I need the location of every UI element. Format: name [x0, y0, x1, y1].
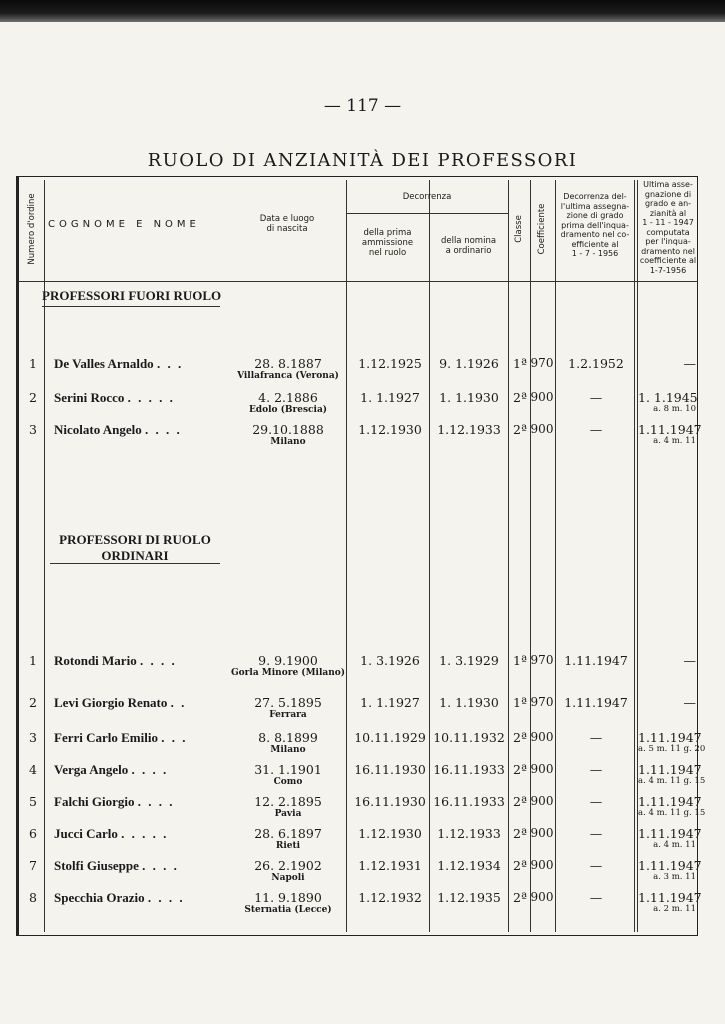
- birth-date: 28. 8.1887: [254, 356, 322, 371]
- table-row: [0, 890, 725, 918]
- name-text: Jucci Carlo: [54, 826, 118, 841]
- ultima-anzianita: a. 8 m. 10: [653, 404, 696, 414]
- birth-date: 26. 2.1902: [254, 858, 322, 873]
- birth-date-place: [228, 826, 348, 851]
- nomina-ordinario: 1. 1.1930: [439, 695, 499, 710]
- table-row: [0, 356, 725, 384]
- ultima-date: 1.11.1947: [638, 858, 702, 873]
- ultima-assegnazione: [638, 826, 702, 850]
- ultima-anzianita: a. 3 m. 11: [653, 872, 696, 882]
- decorrenza-ultima: —: [589, 422, 603, 437]
- birth-date: 28. 6.1897: [254, 826, 322, 841]
- coefficiente: 900: [530, 794, 554, 808]
- header-line: dramento nel: [641, 246, 695, 256]
- name-text: Verga Angelo: [54, 762, 129, 777]
- row-number: 4: [29, 762, 37, 777]
- leader-dots: . . . .: [145, 422, 182, 437]
- header-line: zianità al: [649, 208, 687, 218]
- ultima-date: 1.11.1947: [638, 890, 702, 905]
- name-text: Stolfi Giuseppe: [54, 858, 139, 873]
- professor-name: [54, 356, 183, 372]
- leader-dots: . . . .: [137, 794, 175, 809]
- name-text: Rotondi Mario: [54, 653, 137, 668]
- birth-date: 27. 5.1895: [254, 695, 322, 710]
- header-line: l'ultima assegna-: [560, 201, 630, 211]
- classe: 2ª: [513, 826, 527, 841]
- row-number: 5: [29, 794, 37, 809]
- ultima-anzianita: a. 4 m. 11 g. 15: [638, 808, 706, 818]
- ultima-assegnazione: [638, 653, 696, 668]
- header-prima-ammissione: della prima ammissione nel ruolo: [361, 228, 414, 258]
- row-number: 3: [29, 730, 37, 745]
- birth-date-place: [228, 890, 348, 915]
- ultima-date: 1.11.1947: [638, 422, 702, 437]
- decorrenza-ultima: 1.11.1947: [564, 695, 628, 710]
- header-line: computata: [646, 227, 690, 237]
- row-number: 6: [29, 826, 37, 841]
- section-underline: [42, 306, 220, 307]
- header-line: 1 - 7 - 1956: [571, 249, 619, 258]
- decorrenza-ultima: —: [589, 890, 603, 905]
- prima-ammissione: 1. 1.1927: [360, 695, 420, 710]
- professor-name: [54, 390, 175, 406]
- coefficiente: 900: [530, 762, 554, 776]
- header-classe: Classe: [514, 215, 524, 243]
- nomina-ordinario: 1. 1.1930: [439, 390, 499, 405]
- leader-dots: . . . .: [147, 890, 185, 905]
- coefficiente: 970: [530, 356, 554, 370]
- header-nomina-ordinario: della nomina a ordinario: [440, 236, 497, 256]
- header-numero-ordine: Numero d'ordine: [27, 193, 37, 265]
- decorrenza-ultima: 1.2.1952: [568, 356, 624, 371]
- table-row: [0, 653, 725, 681]
- header-decorrenza: Decorrenza: [402, 192, 452, 202]
- professor-name: [54, 826, 168, 842]
- professor-name: [54, 730, 187, 746]
- section-underline: [50, 563, 220, 564]
- birth-place: Gorla Minore (Milano): [230, 668, 346, 678]
- leader-dots: . . . . .: [121, 826, 169, 841]
- ultima-assegnazione: [638, 390, 696, 414]
- header-line: per l'inqua-: [645, 237, 691, 246]
- decorrenza-ultima: —: [589, 762, 603, 777]
- prima-ammissione: 16.11.1930: [354, 762, 426, 777]
- birth-place: Villafranca (Verona): [237, 371, 339, 381]
- nomina-ordinario: 16.11.1933: [433, 762, 505, 777]
- row-number: 1: [29, 653, 37, 668]
- table-row: [0, 858, 725, 886]
- decorrenza-ultima: 1.11.1947: [564, 653, 628, 668]
- ultima-date: 1.11.1947: [638, 730, 702, 745]
- coefficiente: 900: [530, 422, 554, 436]
- prima-ammissione: 1.12.1932: [358, 890, 422, 905]
- header-ultima-assegnazione: [638, 180, 698, 275]
- leader-dots: . . . .: [142, 858, 179, 873]
- ultima-anzianita: a. 2 m. 11: [653, 904, 696, 914]
- leader-dots: . .: [170, 695, 187, 710]
- prima-ammissione: 1. 3.1926: [360, 653, 420, 668]
- birth-place: Napoli: [271, 873, 305, 883]
- birth-date: 12. 2.1895: [254, 794, 322, 809]
- header-line: gnazione di: [644, 189, 692, 199]
- professor-name: [54, 695, 186, 711]
- table-row: [0, 695, 725, 723]
- birth-date: 4. 2.1886: [258, 390, 318, 405]
- table-row: [0, 762, 725, 790]
- prima-ammissione: 1.12.1930: [358, 826, 422, 841]
- coefficiente: 970: [530, 695, 554, 709]
- row-number: 2: [29, 390, 37, 405]
- professor-name: [54, 858, 179, 874]
- ultima-date: 1.11.1947: [638, 762, 702, 777]
- birth-date-place: [228, 422, 348, 447]
- row-number: 3: [29, 422, 37, 437]
- row-number: 8: [29, 890, 37, 905]
- ultima-anzianita: a. 4 m. 11: [653, 840, 696, 850]
- ultima-assegnazione: [638, 356, 696, 371]
- birth-date: 8. 8.1899: [258, 730, 318, 745]
- birth-date-place: [228, 730, 348, 755]
- page-number: — 117 —: [323, 96, 402, 116]
- ultima-anzianita: a. 4 m. 11 g. 15: [638, 776, 706, 786]
- birth-date-place: [228, 762, 348, 787]
- classe: 1ª: [513, 695, 527, 710]
- ultima-assegnazione: [638, 762, 706, 786]
- birth-date: 11. 9.1890: [254, 890, 322, 905]
- name-text: Falchi Giorgio: [54, 794, 135, 809]
- name-text: Nicolato Angelo: [54, 422, 142, 437]
- classe: 1ª: [513, 356, 527, 371]
- header-cognome-nome: COGNOME E NOME: [48, 219, 200, 230]
- ultima-assegnazione: [638, 794, 706, 818]
- prima-ammissione: 1. 1.1927: [360, 390, 420, 405]
- nomina-ordinario: 1.12.1934: [437, 858, 501, 873]
- coefficiente: 900: [530, 730, 554, 744]
- leader-dots: . . . .: [139, 653, 177, 668]
- header-line: prima dell'inqua-: [561, 220, 629, 230]
- ultima-date: —: [683, 356, 696, 371]
- ultima-anzianita: a. 4 m. 11: [653, 436, 696, 446]
- coefficiente: 900: [530, 858, 554, 872]
- birth-place: Ferrara: [269, 710, 307, 720]
- header-line: 1-7-1956: [649, 265, 687, 275]
- professor-name: [54, 422, 182, 438]
- birth-date-place: [228, 858, 348, 883]
- ultima-assegnazione: [638, 858, 702, 882]
- classe: 2ª: [513, 730, 527, 745]
- prima-ammissione: 16.11.1930: [354, 794, 426, 809]
- name-text: De Valles Arnaldo: [54, 356, 154, 371]
- birth-place: Sternatia (Lecce): [244, 905, 332, 915]
- header-bottom-rule: [18, 281, 698, 282]
- birth-place: Milano: [270, 437, 306, 447]
- ultima-date: —: [683, 653, 696, 668]
- coefficiente: 970: [530, 653, 554, 667]
- nomina-ordinario: 1.12.1935: [437, 890, 501, 905]
- prima-ammissione: 10.11.1929: [354, 730, 426, 745]
- birth-date-place: [228, 695, 348, 720]
- ultima-date: —: [683, 695, 696, 710]
- decorrenza-ultima: —: [589, 794, 603, 809]
- header-line: dramento nel co-: [560, 230, 630, 239]
- decorrenza-ultima: —: [589, 390, 603, 405]
- nomina-ordinario: 1.12.1933: [437, 826, 501, 841]
- nomina-ordinario: 16.11.1933: [433, 794, 505, 809]
- professor-name: [54, 794, 175, 810]
- header-line: Decorrenza del-: [563, 192, 627, 201]
- birth-place: Edolo (Brescia): [248, 405, 328, 415]
- table-row: [0, 730, 725, 758]
- header-line: zione di grado: [566, 211, 624, 220]
- section-fuori-ruolo: PROFESSORI FUORI RUOLO: [42, 288, 222, 303]
- ultima-anzianita: a. 5 m. 11 g. 20: [638, 744, 706, 754]
- nomina-ordinario: 1.12.1933: [437, 422, 501, 437]
- classe: 2ª: [513, 890, 527, 905]
- name-text: Specchia Orazio: [54, 890, 145, 905]
- classe: 1ª: [513, 653, 527, 668]
- classe: 2ª: [513, 422, 527, 437]
- ultima-date: 1. 1.1945: [638, 390, 698, 405]
- birth-date: 9. 9.1900: [258, 653, 318, 668]
- coefficiente: 900: [530, 890, 554, 904]
- nomina-ordinario: 1. 3.1929: [439, 653, 499, 668]
- birth-date-place: [228, 390, 348, 415]
- page-title: RUOLO DI ANZIANITÀ DEI PROFESSORI: [147, 150, 578, 171]
- professor-name: [54, 890, 185, 906]
- table-row: [0, 794, 725, 822]
- birth-date-place: [228, 794, 348, 819]
- header-data-luogo: Data e luogo di nascita: [259, 214, 315, 234]
- name-text: Ferri Carlo Emilio: [54, 730, 158, 745]
- header-line: coefficiente al: [639, 256, 697, 265]
- leader-dots: . . .: [161, 730, 188, 745]
- ultima-assegnazione: [638, 422, 702, 446]
- decorrenza-ultima: —: [589, 826, 603, 841]
- ultima-date: 1.11.1947: [638, 794, 702, 809]
- header-line: grado e an-: [644, 199, 692, 208]
- table-row: [0, 390, 725, 418]
- birth-place: Pavia: [274, 809, 302, 819]
- classe: 2ª: [513, 858, 527, 873]
- row-number: 2: [29, 695, 37, 710]
- nomina-ordinario: 10.11.1932: [433, 730, 505, 745]
- classe: 2ª: [513, 794, 527, 809]
- birth-date: 29.10.1888: [252, 422, 324, 437]
- professor-name: [54, 653, 177, 669]
- header-decorrenza-ultima: [556, 192, 634, 259]
- prima-ammissione: 1.12.1931: [358, 858, 422, 873]
- header-rule: [346, 213, 508, 214]
- birth-place: Como: [273, 777, 303, 787]
- professor-name: [54, 762, 168, 778]
- header-coefficiente: Coefficiente: [537, 203, 547, 255]
- prima-ammissione: 1.12.1930: [358, 422, 422, 437]
- leader-dots: . . . .: [131, 762, 169, 777]
- table-row: [0, 826, 725, 854]
- prima-ammissione: 1.12.1925: [358, 356, 422, 371]
- birth-place: Milano: [270, 745, 306, 755]
- birth-date-place: [228, 356, 348, 381]
- ultima-assegnazione: [638, 890, 702, 914]
- row-number: 1: [29, 356, 37, 371]
- name-text: Serini Rocco: [54, 390, 125, 405]
- name-text: Levi Giorgio Renato: [54, 695, 168, 710]
- header-line: efficiente al: [571, 239, 619, 249]
- leader-dots: . . .: [156, 356, 184, 371]
- ultima-assegnazione: [638, 695, 696, 710]
- header-line: 1 - 11 - 1947: [642, 218, 694, 227]
- decorrenza-ultima: —: [589, 730, 603, 745]
- nomina-ordinario: 9. 1.1926: [439, 356, 499, 371]
- classe: 2ª: [513, 762, 527, 777]
- birth-date-place: [228, 653, 348, 678]
- coefficiente: 900: [530, 390, 554, 404]
- ultima-assegnazione: [638, 730, 706, 754]
- row-number: 7: [29, 858, 37, 873]
- ultima-date: 1.11.1947: [638, 826, 702, 841]
- decorrenza-ultima: —: [589, 858, 603, 873]
- leader-dots: . . . . .: [127, 390, 175, 405]
- table-row: [0, 422, 725, 450]
- scan-top-border: [0, 0, 725, 22]
- classe: 2ª: [513, 390, 527, 405]
- birth-date: 31. 1.1901: [254, 762, 322, 777]
- birth-place: Rieti: [275, 841, 301, 851]
- coefficiente: 900: [530, 826, 554, 840]
- header-line: Ultima asse-: [643, 180, 693, 189]
- section-ordinari: PROFESSORI DI RUOLO ORDINARI: [59, 532, 211, 563]
